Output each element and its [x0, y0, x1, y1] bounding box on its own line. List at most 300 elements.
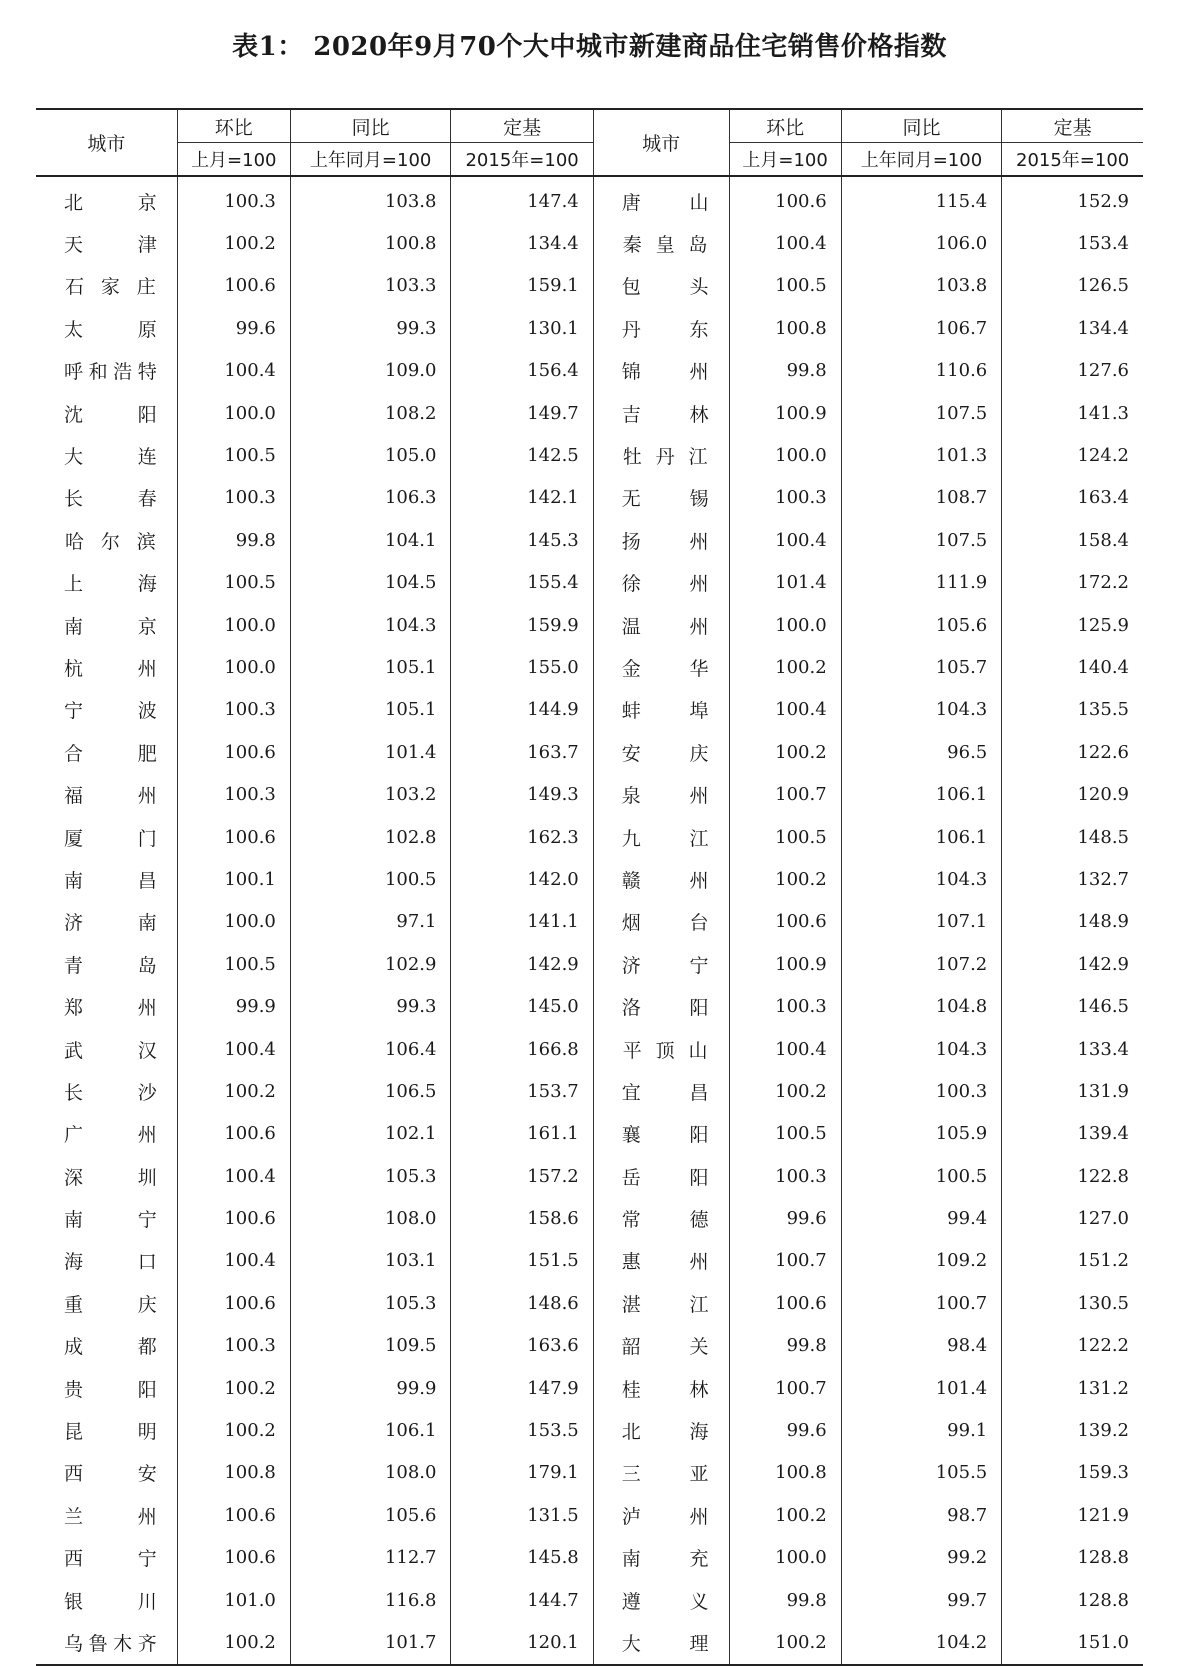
city-name: 北海: [621, 1421, 709, 1444]
city-name: 温州: [621, 615, 709, 638]
mom-value-right: 100.5: [729, 265, 841, 307]
base-value-left: 153.7: [451, 1070, 593, 1112]
city-name: 青岛: [64, 954, 157, 977]
yoy-value-right: 107.5: [841, 519, 1002, 561]
city-cell-left: [36, 1282, 177, 1324]
yoy-value-left: 105.1: [290, 689, 451, 731]
mom-value-right: 100.5: [729, 816, 841, 858]
city-cell-left: [36, 689, 177, 731]
city-cell-left: [36, 1537, 177, 1579]
yoy-value-left: 108.0: [290, 1197, 451, 1239]
base-value-right: 121.9: [1002, 1494, 1143, 1536]
city-cell-left: [36, 1070, 177, 1112]
mom-value-right: 100.7: [729, 773, 841, 815]
yoy-value-right: 107.2: [841, 943, 1002, 985]
city-name: 昆明: [64, 1421, 157, 1444]
mom-value-right: 100.4: [729, 1028, 841, 1070]
city-cell-right: [593, 307, 729, 349]
mom-value-right: 99.6: [729, 1197, 841, 1239]
yoy-value-left: 108.2: [290, 392, 451, 434]
city-cell-left: [36, 901, 177, 943]
base-value-left: 163.6: [451, 1325, 593, 1367]
mom-value-right: 100.0: [729, 1537, 841, 1579]
table-row: [36, 1367, 1143, 1409]
table-row: [36, 1070, 1143, 1112]
base-value-left: 120.1: [451, 1621, 593, 1664]
table-row: [36, 1579, 1143, 1621]
city-cell-left: [36, 392, 177, 434]
city-name: 济宁: [621, 954, 709, 977]
mom-value-left: 100.4: [177, 1155, 290, 1197]
base-value-right: 141.3: [1002, 392, 1143, 434]
city-cell-right: [593, 858, 729, 900]
subheader-yoy-left: 上年同月=100: [290, 143, 451, 177]
table-row: [36, 562, 1143, 604]
city-cell-right: [593, 1240, 729, 1282]
city-name: 九江: [621, 827, 709, 850]
city-cell-right: [593, 392, 729, 434]
city-cell-left: [36, 307, 177, 349]
base-value-right: 120.9: [1002, 773, 1143, 815]
city-cell-left: [36, 943, 177, 985]
yoy-value-left: 99.3: [290, 985, 451, 1027]
mom-value-left: 100.6: [177, 816, 290, 858]
base-value-left: 145.3: [451, 519, 593, 561]
header-yoy-right: 同比: [841, 109, 1002, 143]
base-value-left: 147.9: [451, 1367, 593, 1409]
yoy-value-right: 98.4: [841, 1325, 1002, 1367]
yoy-value-left: 106.1: [290, 1409, 451, 1451]
base-value-right: 122.6: [1002, 731, 1143, 773]
mom-value-left: 99.9: [177, 985, 290, 1027]
base-value-right: 172.2: [1002, 562, 1143, 604]
yoy-value-right: 108.7: [841, 477, 1002, 519]
base-value-right: 128.8: [1002, 1579, 1143, 1621]
yoy-value-left: 99.9: [290, 1367, 451, 1409]
city-name: 乌鲁木齐: [64, 1632, 157, 1655]
mom-value-right: 100.6: [729, 176, 841, 222]
city-name: 大理: [621, 1632, 709, 1655]
city-name: 蚌埠: [621, 700, 709, 723]
city-name: 洛阳: [621, 997, 709, 1020]
city-cell-right: [593, 350, 729, 392]
yoy-value-right: 109.2: [841, 1240, 1002, 1282]
yoy-value-left: 103.3: [290, 265, 451, 307]
base-value-right: 133.4: [1002, 1028, 1143, 1070]
yoy-value-left: 105.3: [290, 1282, 451, 1324]
city-name: 三亚: [621, 1463, 709, 1486]
yoy-value-left: 106.5: [290, 1070, 451, 1112]
table-row: [36, 1282, 1143, 1324]
mom-value-right: 100.8: [729, 1452, 841, 1494]
table-row: [36, 265, 1143, 307]
table-row: [36, 1621, 1143, 1664]
city-name: 成都: [64, 1336, 157, 1359]
base-value-left: 134.4: [451, 222, 593, 264]
yoy-value-right: 100.3: [841, 1070, 1002, 1112]
table-row: [36, 1113, 1143, 1155]
table-row: [36, 519, 1143, 561]
city-name: 济南: [64, 912, 157, 935]
city-cell-right: [593, 901, 729, 943]
city-name: 平顶山: [622, 1039, 708, 1062]
base-value-right: 127.6: [1002, 350, 1143, 392]
base-value-left: 155.4: [451, 562, 593, 604]
subheader-mom-right: 上月=100: [729, 143, 841, 177]
mom-value-left: 99.8: [177, 519, 290, 561]
city-cell-left: [36, 1028, 177, 1070]
yoy-value-left: 105.1: [290, 646, 451, 688]
mom-value-left: 99.6: [177, 307, 290, 349]
yoy-value-left: 104.5: [290, 562, 451, 604]
city-cell-right: [593, 1197, 729, 1239]
city-cell-right: [593, 1409, 729, 1451]
city-name: 南充: [621, 1548, 709, 1571]
city-cell-left: [36, 1113, 177, 1155]
yoy-value-left: 105.0: [290, 434, 451, 476]
base-value-left: 153.5: [451, 1409, 593, 1451]
city-name: 扬州: [621, 530, 709, 553]
base-value-right: 124.2: [1002, 434, 1143, 476]
mom-value-left: 100.6: [177, 731, 290, 773]
table-row: [36, 477, 1143, 519]
base-value-left: 144.7: [451, 1579, 593, 1621]
city-cell-left: [36, 816, 177, 858]
mom-value-left: 100.2: [177, 222, 290, 264]
mom-value-left: 100.4: [177, 350, 290, 392]
mom-value-left: 100.6: [177, 1282, 290, 1324]
city-cell-right: [593, 604, 729, 646]
base-value-left: 141.1: [451, 901, 593, 943]
base-value-right: 122.8: [1002, 1155, 1143, 1197]
base-value-left: 142.0: [451, 858, 593, 900]
city-cell-left: [36, 265, 177, 307]
mom-value-left: 100.4: [177, 1240, 290, 1282]
city-cell-right: [593, 222, 729, 264]
header-mom-left: 环比: [177, 109, 290, 143]
base-value-right: 125.9: [1002, 604, 1143, 646]
city-name: 贵阳: [64, 1378, 157, 1401]
mom-value-right: 100.4: [729, 689, 841, 731]
city-cell-right: [593, 985, 729, 1027]
base-value-right: 152.9: [1002, 176, 1143, 222]
base-value-right: 140.4: [1002, 646, 1143, 688]
city-cell-left: [36, 562, 177, 604]
yoy-value-left: 100.5: [290, 858, 451, 900]
subheader-base-right: 2015年=100: [1002, 143, 1143, 177]
city-cell-left: [36, 985, 177, 1027]
base-value-right: 127.0: [1002, 1197, 1143, 1239]
city-name: 宜昌: [621, 1081, 709, 1104]
city-name: 武汉: [64, 1039, 157, 1062]
mom-value-left: 100.1: [177, 858, 290, 900]
table-row: [36, 943, 1143, 985]
yoy-value-right: 106.7: [841, 307, 1002, 349]
base-value-left: 179.1: [451, 1452, 593, 1494]
base-value-right: 126.5: [1002, 265, 1143, 307]
city-name: 重庆: [64, 1293, 157, 1316]
mom-value-left: 100.2: [177, 1621, 290, 1664]
base-value-left: 131.5: [451, 1494, 593, 1536]
mom-value-left: 100.2: [177, 1409, 290, 1451]
city-name: 呼和浩特: [64, 361, 157, 384]
yoy-value-left: 104.3: [290, 604, 451, 646]
base-value-left: 142.9: [451, 943, 593, 985]
mom-value-right: 100.7: [729, 1240, 841, 1282]
city-cell-right: [593, 689, 729, 731]
mom-value-right: 99.8: [729, 1579, 841, 1621]
yoy-value-left: 100.8: [290, 222, 451, 264]
base-value-left: 147.4: [451, 176, 593, 222]
city-name: 杭州: [64, 657, 157, 680]
city-name: 岳阳: [621, 1166, 709, 1189]
base-value-right: 128.8: [1002, 1537, 1143, 1579]
table-row: [36, 689, 1143, 731]
yoy-value-left: 101.4: [290, 731, 451, 773]
header-base-right: 定基: [1002, 109, 1143, 143]
yoy-value-right: 115.4: [841, 176, 1002, 222]
city-name: 福州: [64, 785, 157, 808]
mom-value-right: 100.2: [729, 1070, 841, 1112]
city-cell-left: [36, 1409, 177, 1451]
city-cell-right: [593, 1155, 729, 1197]
base-value-right: 151.2: [1002, 1240, 1143, 1282]
city-cell-right: [593, 1579, 729, 1621]
base-value-left: 156.4: [451, 350, 593, 392]
yoy-value-left: 103.8: [290, 176, 451, 222]
city-name: 丹东: [621, 318, 709, 341]
yoy-value-left: 102.9: [290, 943, 451, 985]
city-cell-left: [36, 1155, 177, 1197]
city-name: 天津: [64, 234, 157, 257]
city-cell-right: [593, 562, 729, 604]
table-row: [36, 985, 1143, 1027]
base-value-right: 148.9: [1002, 901, 1143, 943]
yoy-value-left: 105.6: [290, 1494, 451, 1536]
city-cell-right: [593, 1070, 729, 1112]
city-cell-left: [36, 434, 177, 476]
city-name: 沈阳: [64, 403, 157, 426]
city-name: 襄阳: [621, 1124, 709, 1147]
mom-value-left: 100.3: [177, 1325, 290, 1367]
city-cell-left: [36, 477, 177, 519]
yoy-value-right: 99.7: [841, 1579, 1002, 1621]
city-name: 常德: [621, 1209, 709, 1232]
yoy-value-left: 102.8: [290, 816, 451, 858]
mom-value-left: 100.3: [177, 773, 290, 815]
mom-value-right: 100.4: [729, 519, 841, 561]
city-cell-right: [593, 816, 729, 858]
yoy-value-right: 104.3: [841, 689, 1002, 731]
mom-value-right: 99.8: [729, 350, 841, 392]
yoy-value-right: 100.5: [841, 1155, 1002, 1197]
city-cell-right: [593, 943, 729, 985]
mom-value-right: 100.2: [729, 646, 841, 688]
table-row: [36, 392, 1143, 434]
table-row: [36, 646, 1143, 688]
yoy-value-left: 103.2: [290, 773, 451, 815]
yoy-value-left: 103.1: [290, 1240, 451, 1282]
mom-value-right: 100.9: [729, 943, 841, 985]
yoy-value-right: 100.7: [841, 1282, 1002, 1324]
city-name: 广州: [64, 1124, 157, 1147]
base-value-left: 149.7: [451, 392, 593, 434]
city-cell-left: [36, 222, 177, 264]
subheader-base-left: 2015年=100: [451, 143, 593, 177]
mom-value-left: 100.2: [177, 1367, 290, 1409]
mom-value-right: 100.3: [729, 985, 841, 1027]
city-cell-right: [593, 1452, 729, 1494]
mom-value-left: 100.8: [177, 1452, 290, 1494]
mom-value-right: 100.8: [729, 307, 841, 349]
mom-value-left: 101.0: [177, 1579, 290, 1621]
city-name: 长沙: [64, 1081, 157, 1104]
yoy-value-left: 99.3: [290, 307, 451, 349]
mom-value-right: 100.4: [729, 222, 841, 264]
yoy-value-right: 111.9: [841, 562, 1002, 604]
mom-value-right: 99.6: [729, 1409, 841, 1451]
table-row: [36, 307, 1143, 349]
city-name: 宁波: [64, 700, 157, 723]
city-name: 徐州: [621, 573, 709, 596]
city-name: 大连: [64, 446, 157, 469]
city-cell-right: [593, 1113, 729, 1155]
base-value-right: 139.4: [1002, 1113, 1143, 1155]
base-value-right: 148.5: [1002, 816, 1143, 858]
city-cell-right: [593, 519, 729, 561]
base-value-right: 158.4: [1002, 519, 1143, 561]
base-value-left: 159.1: [451, 265, 593, 307]
base-value-left: 157.2: [451, 1155, 593, 1197]
base-value-right: 146.5: [1002, 985, 1143, 1027]
base-value-left: 151.5: [451, 1240, 593, 1282]
mom-value-right: 100.5: [729, 1113, 841, 1155]
city-name: 包头: [621, 276, 709, 299]
city-name: 西安: [64, 1463, 157, 1486]
yoy-value-left: 106.3: [290, 477, 451, 519]
mom-value-left: 100.6: [177, 1113, 290, 1155]
city-cell-right: [593, 265, 729, 307]
table-row: [36, 1028, 1143, 1070]
city-name: 哈尔滨: [65, 530, 156, 553]
city-name: 泸州: [621, 1505, 709, 1528]
city-cell-left: [36, 1494, 177, 1536]
mom-value-left: 100.0: [177, 604, 290, 646]
yoy-value-right: 107.5: [841, 392, 1002, 434]
city-name: 石家庄: [65, 276, 156, 299]
city-name: 海口: [64, 1251, 157, 1274]
city-cell-left: [36, 1197, 177, 1239]
mom-value-right: 100.2: [729, 731, 841, 773]
table-row: [36, 176, 1143, 222]
city-name: 秦皇岛: [622, 234, 708, 257]
mom-value-right: 100.2: [729, 1621, 841, 1664]
city-name: 锦州: [621, 361, 709, 384]
mom-value-right: 100.2: [729, 858, 841, 900]
base-value-left: 161.1: [451, 1113, 593, 1155]
header-base-left: 定基: [451, 109, 593, 143]
city-name: 银川: [64, 1590, 157, 1613]
city-name: 烟台: [621, 912, 709, 935]
base-value-right: 131.9: [1002, 1070, 1143, 1112]
table-row: [36, 1197, 1143, 1239]
table-row: [36, 1452, 1143, 1494]
city-name: 深圳: [64, 1166, 157, 1189]
subheader-mom-left: 上月=100: [177, 143, 290, 177]
city-cell-right: [593, 434, 729, 476]
base-value-right: 142.9: [1002, 943, 1143, 985]
mom-value-left: 100.3: [177, 477, 290, 519]
base-value-right: 132.7: [1002, 858, 1143, 900]
table-row: [36, 858, 1143, 900]
city-name: 南宁: [64, 1209, 157, 1232]
base-value-left: 159.9: [451, 604, 593, 646]
yoy-value-right: 103.8: [841, 265, 1002, 307]
table-row: [36, 1409, 1143, 1451]
header-city-left: 城市: [36, 109, 177, 176]
city-name: 唐山: [621, 191, 709, 214]
mom-value-left: 100.5: [177, 434, 290, 476]
city-name: 北京: [64, 191, 157, 214]
mom-value-left: 100.0: [177, 901, 290, 943]
city-name: 安庆: [621, 742, 709, 765]
base-value-right: 163.4: [1002, 477, 1143, 519]
yoy-value-right: 104.2: [841, 1621, 1002, 1664]
subheader-yoy-right: 上年同月=100: [841, 143, 1002, 177]
table-row: [36, 1155, 1143, 1197]
city-name: 南昌: [64, 869, 157, 892]
yoy-value-right: 106.1: [841, 816, 1002, 858]
yoy-value-left: 101.7: [290, 1621, 451, 1664]
mom-value-left: 100.4: [177, 1028, 290, 1070]
mom-value-left: 100.5: [177, 562, 290, 604]
city-name: 西宁: [64, 1548, 157, 1571]
yoy-value-left: 112.7: [290, 1537, 451, 1579]
yoy-value-left: 109.0: [290, 350, 451, 392]
city-name: 长春: [64, 488, 157, 511]
city-cell-left: [36, 176, 177, 222]
city-cell-right: [593, 477, 729, 519]
table-row: [36, 773, 1143, 815]
table-title: 表1： 2020年9月70个大中城市新建商品住宅销售价格指数: [232, 32, 947, 62]
table-row: [36, 1537, 1143, 1579]
yoy-value-right: 98.7: [841, 1494, 1002, 1536]
base-value-left: 149.3: [451, 773, 593, 815]
city-cell-right: [593, 646, 729, 688]
yoy-value-left: 108.0: [290, 1452, 451, 1494]
header-mom-right: 环比: [729, 109, 841, 143]
mom-value-right: 99.8: [729, 1325, 841, 1367]
table-row: [36, 731, 1143, 773]
city-name: 金华: [621, 657, 709, 680]
base-value-right: 151.0: [1002, 1621, 1143, 1664]
mom-value-left: 100.0: [177, 646, 290, 688]
city-name: 牡丹江: [622, 446, 708, 469]
city-cell-left: [36, 519, 177, 561]
yoy-value-left: 104.1: [290, 519, 451, 561]
city-cell-right: [593, 1494, 729, 1536]
city-cell-left: [36, 646, 177, 688]
mom-value-right: 100.3: [729, 477, 841, 519]
yoy-value-right: 106.1: [841, 773, 1002, 815]
yoy-value-right: 99.1: [841, 1409, 1002, 1451]
city-cell-left: [36, 1367, 177, 1409]
city-cell-right: [593, 773, 729, 815]
yoy-value-right: 105.5: [841, 1452, 1002, 1494]
city-cell-left: [36, 350, 177, 392]
yoy-value-right: 99.4: [841, 1197, 1002, 1239]
mom-value-right: 100.6: [729, 1282, 841, 1324]
